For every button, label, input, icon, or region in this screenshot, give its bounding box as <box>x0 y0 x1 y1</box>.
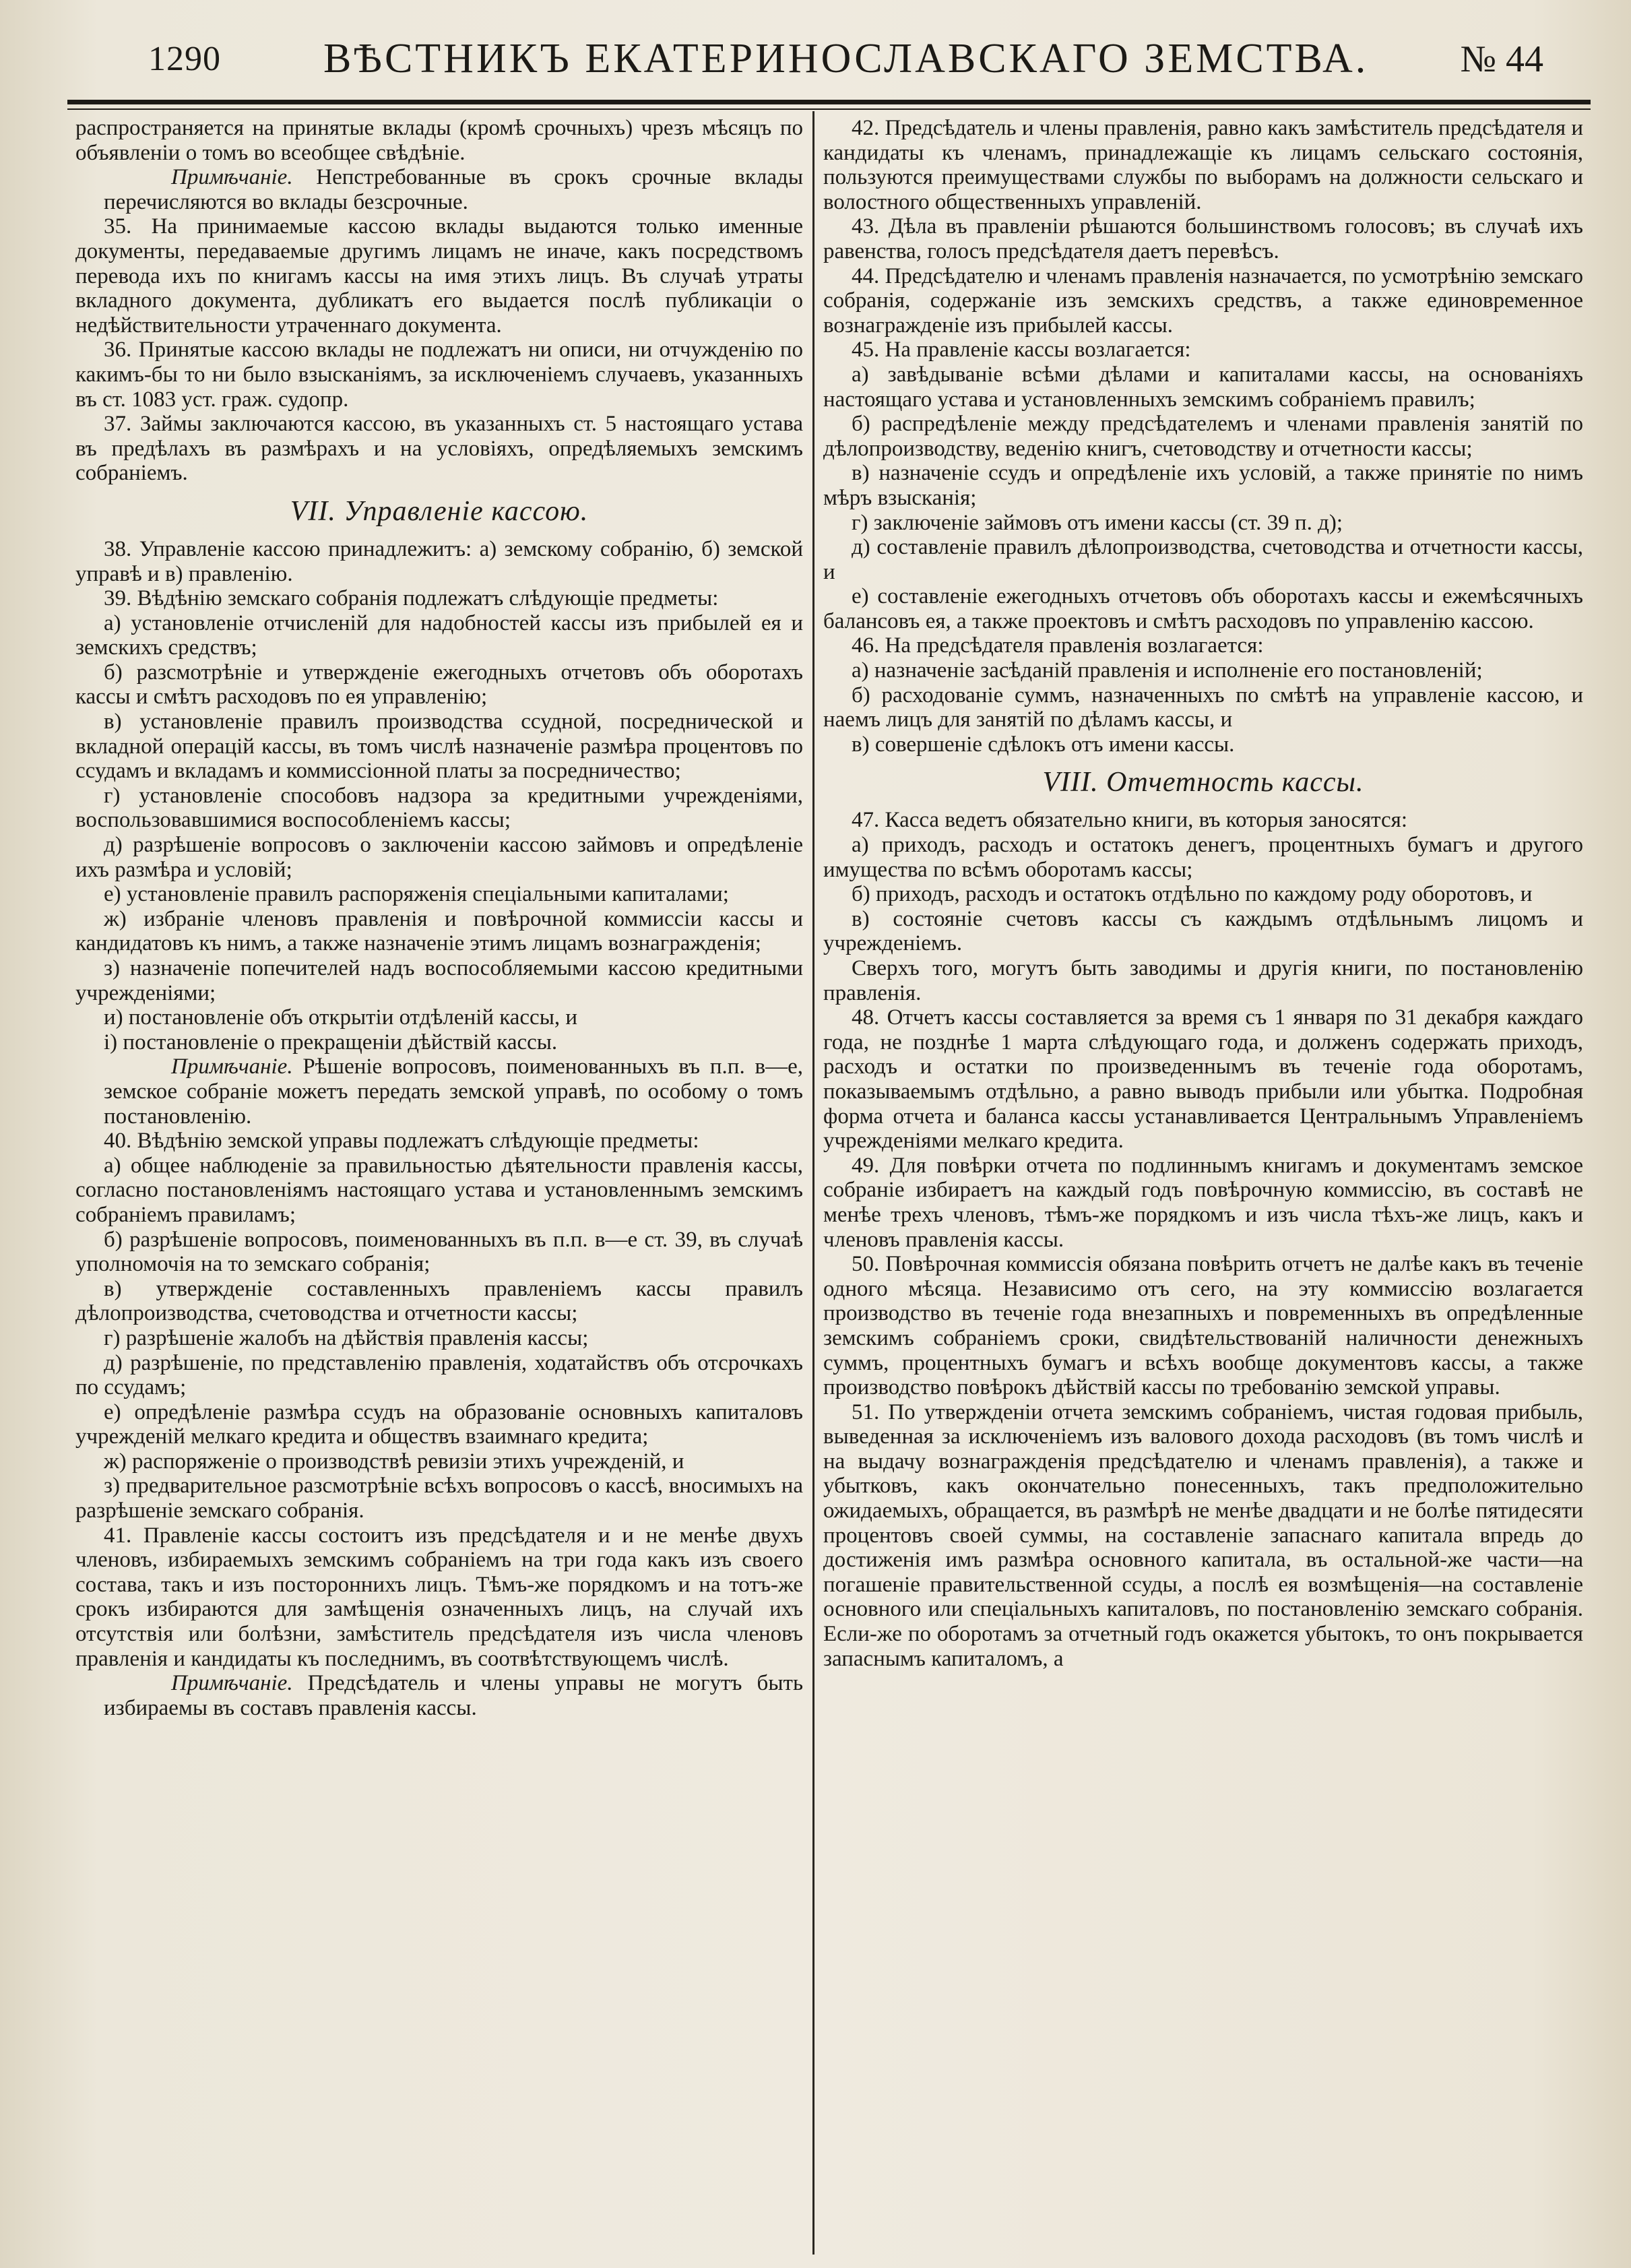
article-39-item: г) установленіе способовъ надзора за кредитными учрежденіями, воспользовавшимися воспособленіемъ кассы; <box>75 783 803 833</box>
article-39-item: і) постановленіе о прекращеніи дѣйствій кассы. <box>104 1030 558 1054</box>
column-divider <box>812 111 814 2255</box>
note-paragraph <box>75 1054 803 1129</box>
article-39-item: б) разсмотрѣніе и утвержденіе ежегодныхъ отчетовъ объ оборотахъ кассы и смѣтъ расходовъ по ея управленію; <box>75 660 803 710</box>
left-column <box>75 116 803 2255</box>
article-46-item: б) расходованіе суммъ, назначенныхъ по смѣтѣ на управленіе кассою, и наемъ лицъ для занятій по дѣламъ кассы, и <box>823 683 1583 732</box>
article-46-item: в) совершеніе сдѣлокъ отъ имени кассы. <box>852 732 1235 757</box>
issue-number: № 44 <box>1460 38 1543 80</box>
article-40-item: г) разрѣшеніе жалобъ на дѣйствія правленія кассы; <box>104 1325 589 1350</box>
header-rule <box>67 100 1591 110</box>
article-37: 37. Займы заключаются кассою, въ указанныхъ ст. 5 настоящаго устава въ предѣлахъ въ размѣрахъ и на условіяхъ, опредѣляемыхъ земскимъ собраніемъ. <box>75 412 803 486</box>
section-heading-viii: VIII. Отчетность кассы. <box>1042 767 1364 798</box>
note-label: Примѣчаніе. <box>171 1671 293 1696</box>
article-49: 49. Для повѣрки отчета по подлиннымъ книгамъ и документамъ земское собраніе избираетъ на каждый годъ повѣрочную коммиссію, въ составѣ не менѣе трехъ членовъ, тѣмъ-же порядкомъ и изъ числа тѣхъ-же лицъ, какъ и членовъ правленія кассы. <box>823 1153 1583 1252</box>
article-39-item: и) постановленіе объ открытіи отдѣленій кассы, и <box>104 1005 578 1030</box>
article-45-item: д) составленіе правилъ дѣлопроизводства, счетоводства и отчетности кассы, и <box>823 535 1583 584</box>
article-38: 38. Управленіе кассою принадлежитъ: а) земскому собранію, б) земской управѣ и в) правленію. <box>75 536 803 586</box>
article-45: 45. На правленіе кассы возлагается: <box>852 338 1191 363</box>
note-text: Непстребованные въ срокъ срочные вклады перечисляются во вклады безсрочные. <box>104 165 803 214</box>
article-45-item: в) назначеніе ссудъ и опредѣленіе ихъ условій, а также принятіе по нимъ мѣръ взысканія; <box>823 461 1583 510</box>
article-40-item: ж) распоряженіе о производствѣ ревизіи этихъ учрежденій, и <box>104 1449 684 1474</box>
note-paragraph <box>75 1671 803 1720</box>
article-43: 43. Дѣла въ правленіи рѣшаются большинствомъ голосовъ; въ случаѣ ихъ равенства, голосъ предсѣдателя даетъ перевѣсъ. <box>823 214 1583 263</box>
article-47-extra: Сверхъ того, могутъ быть заводимы и другія книги, по постановленію правленія. <box>823 956 1583 1005</box>
paragraph-continued: распространяется на принятые вклады (кромѣ срочныхъ) чрезъ мѣсяцъ по объявленіи о томъ во всеобщее свѣдѣніе. <box>75 116 803 165</box>
article-39: 39. Вѣдѣнію земскаго собранія подлежатъ слѣдующіе предметы: <box>104 586 719 611</box>
journal-title: ВѢСТНИКЪ ЕКАТЕРИНОСЛАВСКАГО ЗЕМСТВА. <box>323 36 1369 82</box>
article-47: 47. Касса ведетъ обязательно книги, въ которыя заносятся: <box>852 808 1407 833</box>
article-39-item: з) назначеніе попечителей надъ воспособляемыми кассою кредитными учрежденіями; <box>75 956 803 1005</box>
page-header <box>67 20 1591 94</box>
article-36: 36. Принятые кассою вклады не подлежатъ ни описи, ни отчужденію по какимъ-бы то ни было взысканіямъ, за исключеніемъ случаевъ, указанныхъ въ ст. 1083 уст. граж. судопр. <box>75 338 803 412</box>
article-45-item: а) завѣдываніе всѣми дѣлами и капиталами кассы, на основаніяхъ настоящаго устава и установленныхъ земскимъ собраніемъ правилъ; <box>823 362 1583 412</box>
article-39-item: ж) избраніе членовъ правленія и повѣрочной коммиссіи кассы и кандидатовъ къ нимъ, а также назначеніе этимъ лицамъ вознагражденія; <box>75 906 803 956</box>
article-50: 50. Повѣрочная коммиссія обязана повѣрить отчетъ не далѣе какъ въ теченіе одного мѣсяца. Независимо отъ сего, на эту коммиссію возлагается производство въ теченіе года внезапныхъ и повременныхъ въ опредѣленные земскимъ собраніемъ сроки, свидѣтельствованій наличности денежныхъ суммъ, процентныхъ бумагъ и всѣхъ вообще документовъ кассы, а также производство повѣрокъ дѣйствій кассы по требованію земской управы. <box>823 1252 1583 1400</box>
article-47-item: а) приходъ, расходъ и остатокъ денегъ, процентныхъ бумагъ и другого имущества по всѣмъ оборотамъ кассы; <box>823 833 1583 882</box>
note-label: Примѣчаніе. <box>171 1054 293 1079</box>
article-35: 35. На принимаемые кассою вклады выдаются только именные документы, передаваемые другимъ лицамъ не иначе, какъ посредствомъ перевода ихъ по книгамъ кассы на имя этихъ лицъ. Въ случаѣ утраты вкладного документа, дубликатъ его выдается послѣ публикаціи о недѣйствительности утраченнаго документа. <box>75 214 803 338</box>
article-47-item: б) приходъ, расходъ и остатокъ отдѣльно по каждому роду оборотовъ, и <box>852 882 1533 907</box>
article-47-item: в) состояніе счетовъ кассы съ каждымъ отдѣльнымъ лицомъ и учрежденіемъ. <box>823 906 1583 956</box>
article-46-item: а) назначеніе засѣданій правленія и исполненіе его постановленій; <box>852 658 1483 683</box>
article-46: 46. На предсѣдателя правленія возлагается: <box>852 633 1264 658</box>
article-40-item: в) утвержденіе составленныхъ правленіемъ кассы правилъ дѣлопроизводства, счетоводства и отчетности кассы; <box>75 1276 803 1326</box>
article-44: 44. Предсѣдателю и членамъ правленія назначается, по усмотрѣнію земскаго собранія, содержаніе изъ земскихъ средствъ, а также единовременное вознагражденіе изъ прибылей кассы. <box>823 263 1583 338</box>
article-40-item: з) предварительное разсмотрѣніе всѣхъ вопросовъ о кассѣ, вносимыхъ на разрѣшеніе земскаго собранія. <box>75 1474 803 1523</box>
article-39-item: а) установленіе отчисленій для надобностей кассы изъ прибылей ея и земскихъ средствъ; <box>75 610 803 660</box>
note-text: Предсѣдатель и члены управы не могутъ быть избираемы въ составъ правленія кассы. <box>104 1671 803 1720</box>
article-51: 51. По утвержденіи отчета земскимъ собраніемъ, чистая годовая прибыль, выведенная за исключеніемъ изъ валового дохода расходовъ (въ томъ числѣ и на выдачу вознагражденія предсѣдателю и членамъ правленія), а также и убытковъ, какъ окончательно понесенныхъ, такъ предположительно ожидаемыхъ, обращается, въ размѣрѣ не менѣе двадцати и не болѣе пятидесяти процентовъ своей суммы, на составленіе запаснаго капитала впредь до достиженія имъ размѣра основного капитала, въ остальной-же части—на погашеніе правительственной ссуды, а послѣ ея возмѣщенія—на составленіе основного или спеціальныхъ капиталовъ, по постановленію земскаго собранія. Если-же по оборотамъ за отчетный годъ окажется убытокъ, то онъ покрывается запаснымъ капиталомъ, а <box>823 1399 1583 1671</box>
article-40: 40. Вѣдѣнію земской управы подлежатъ слѣдующіе предметы: <box>104 1129 699 1154</box>
section-heading-vii: VII. Управленіе кассою. <box>290 495 589 527</box>
note-label: Примѣчаніе. <box>171 165 293 190</box>
page-number: 1290 <box>148 40 221 78</box>
article-45-item: е) составленіе ежегодныхъ отчетовъ объ оборотахъ кассы и ежемѣсячныхъ балансовъ ея, а также проектовъ и смѣтъ расходовъ по управленію кассою. <box>823 584 1583 633</box>
article-40-item: а) общее наблюденіе за правильностью дѣятельности правленія кассы, согласно постановленіямъ настоящаго устава и установленнымъ земскимъ собраніемъ правиламъ; <box>75 1153 803 1227</box>
article-39-item: е) установленіе правилъ распоряженія спеціальными капиталами; <box>104 882 729 907</box>
right-column <box>823 116 1583 2255</box>
note-paragraph <box>75 165 803 214</box>
article-40-item: д) разрѣшеніе, по представленію правленія, ходатайствъ объ отсрочкахъ по ссудамъ; <box>75 1350 803 1400</box>
article-45-item: г) заключеніе займовъ отъ имени кассы (ст. 39 п. д); <box>852 510 1343 535</box>
article-40-item: е) опредѣленіе размѣра ссудъ на образованіе основныхъ капиталовъ учрежденій мелкаго кредита и обществъ взаимнаго кредита; <box>75 1399 803 1449</box>
article-41: 41. Правленіе кассы состоитъ изъ предсѣдателя и и не менѣе двухъ членовъ, избираемыхъ земскимъ собраніемъ на три года какъ изъ своего состава, такъ и изъ постороннихъ лицъ. Тѣмъ-же порядкомъ и на тотъ-же срокъ избираются для замѣщенія означенныхъ лицъ, на случай ихъ отсутствія или болѣзни, замѣститель предсѣдателя изъ числа членовъ правленія и кандидаты къ последнимъ, въ соотвѣтствующемъ числѣ. <box>75 1523 803 1671</box>
article-48: 48. Отчетъ кассы составляется за время съ 1 января по 31 декабря каждаго года, не позднѣе 1 марта слѣдующаго года, и долженъ содержать приходъ, расходъ и остатки по произведеннымъ въ теченіе года оборотамъ, показываемымъ отдѣльно, а равно выводъ прибыли или убытка. Подробная форма отчета и баланса кассы устанавливается Центральнымъ Управленіемъ учрежденіями мелкаго кредита. <box>823 1005 1583 1154</box>
note-text: Рѣшеніе вопросовъ, поименованныхъ въ п.п. в—е, земское собраніе можетъ передать земской управѣ, по особому о томъ постановленію. <box>104 1054 803 1129</box>
article-45-item: б) распредѣленіе между предсѣдателемъ и членами правленія занятій по дѣлопроизводству, веденію книгъ, счетоводству и отчетности кассы; <box>823 412 1583 461</box>
article-42: 42. Предсѣдатель и члены правленія, равно какъ замѣститель предсѣдателя и кандидаты къ членамъ, принадлежащіе къ лицамъ сельскаго состоянія, пользуются преимуществами службы по выборамъ на должности сельскаго и волостного общественныхъ управленій. <box>823 116 1583 214</box>
article-40-item: б) разрѣшеніе вопросовъ, поименованныхъ въ п.п. в—е ст. 39, въ случаѣ уполномочія на то земскаго собранія; <box>75 1227 803 1277</box>
article-39-item: в) установленіе правилъ производства ссудной, посреднической и вкладной операцій кассы, въ томъ числѣ назначеніе размѣра процентовъ по ссудамъ и вкладамъ и коммиссіонной платы за посредничество; <box>75 710 803 784</box>
article-39-item: д) разрѣшеніе вопросовъ о заключеніи кассою займовъ и опредѣленіе ихъ размѣра и условій; <box>75 833 803 882</box>
